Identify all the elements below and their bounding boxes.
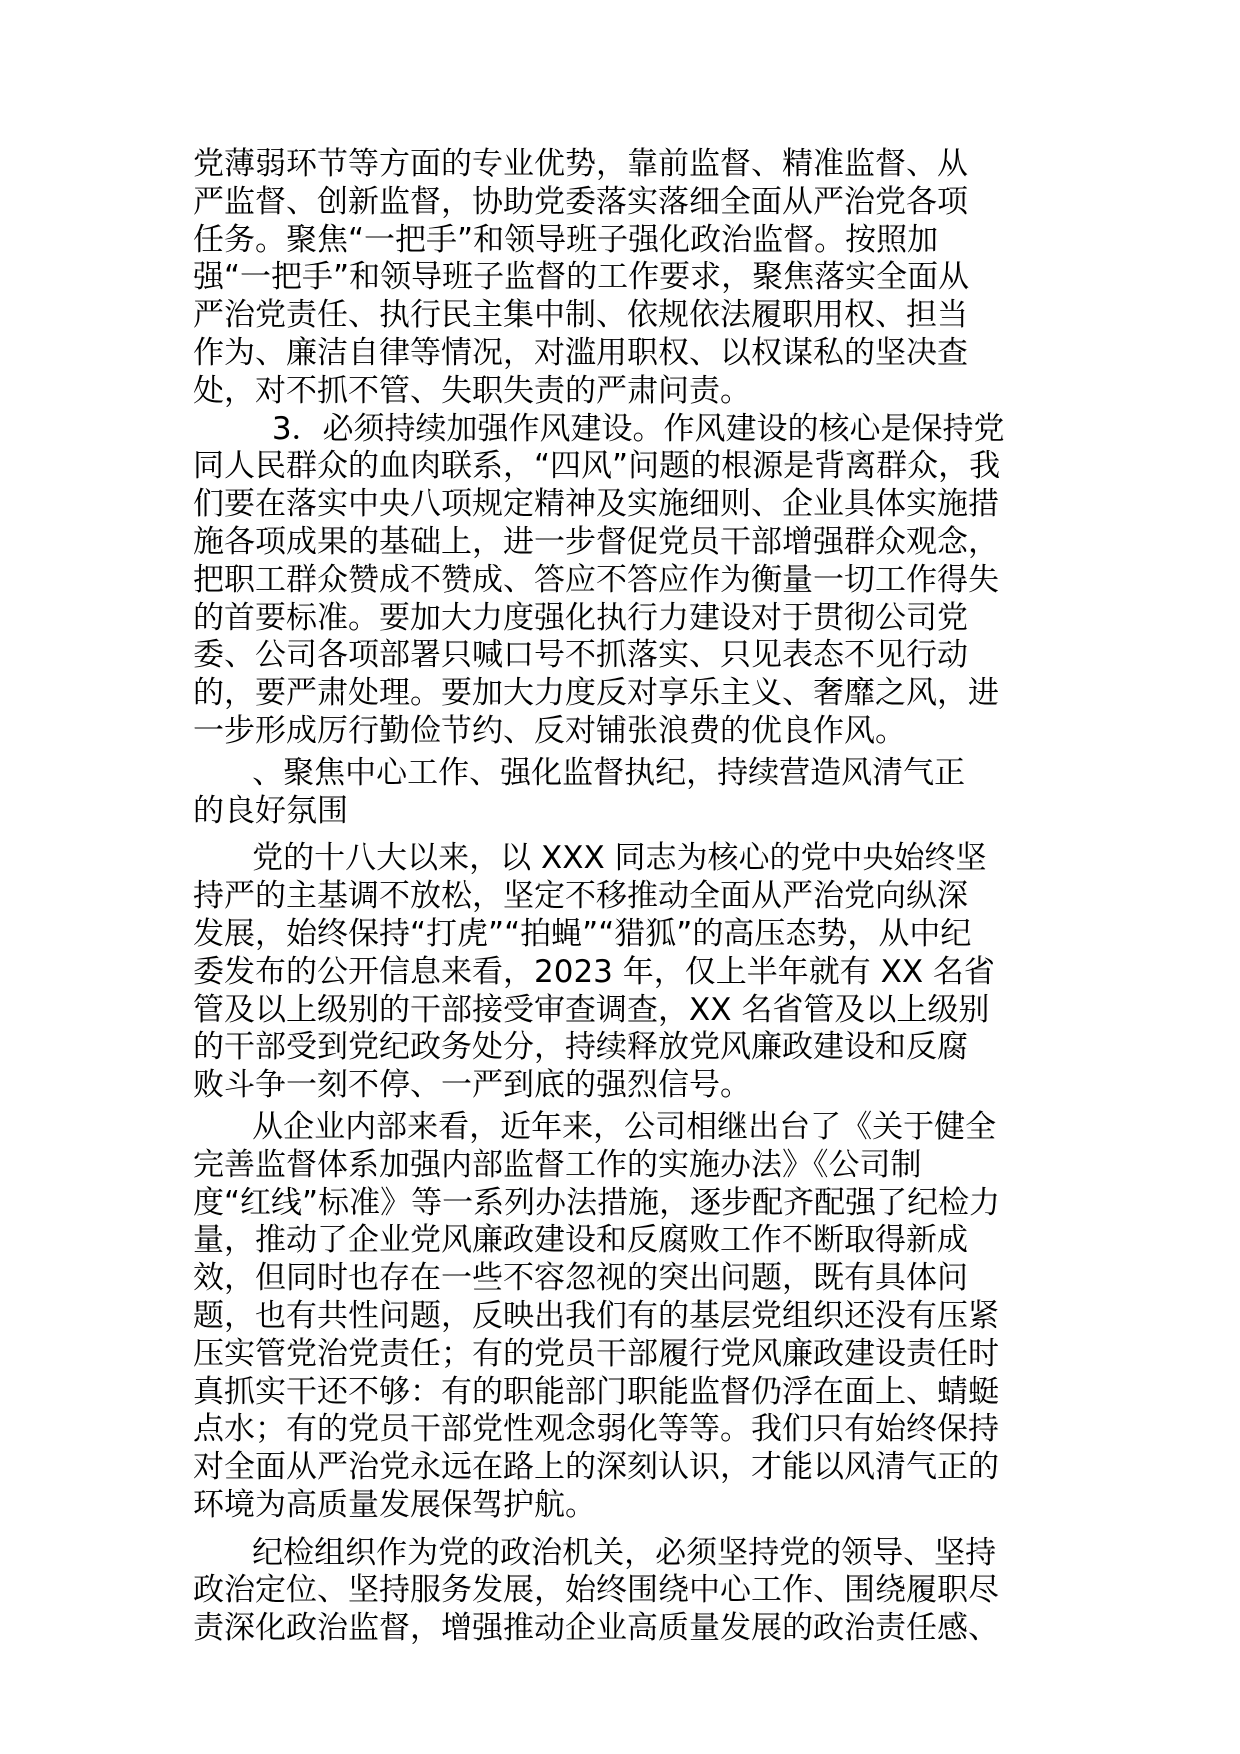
text-line: 管及以上级别的干部接受审查调查，XX 名省管及以上级别 <box>193 991 990 1028</box>
text-line: 把职工群众赞成不赞成、答应不答应作为衡量一切工作得失 <box>193 561 999 598</box>
text-line: 一步形成厉行勤俭节约、反对铺张浪费的优良作风。 <box>193 712 906 749</box>
text-line: 的首要标准。要加大力度强化执行力建设对于贯彻公司党 <box>193 599 968 636</box>
text-line: 的，要严肃处理。要加大力度反对享乐主义、奢靡之风，进 <box>193 675 999 712</box>
text-line: 强“一把手”和领导班子监督的工作要求，聚焦落实全面从 <box>193 259 970 296</box>
text-line: 纪检组织作为党的政治机关，必须坚持党的领导、坚持 <box>193 1534 997 1571</box>
text-line: 发展，始终保持“打虎”“拍蝇”“猎狐”的高压态势，从中纪 <box>193 915 972 952</box>
section-heading-line: 的良好氛围 <box>193 792 348 829</box>
text-line: 的干部受到党纪政务处分，持续释放党风廉政建设和反腐 <box>193 1029 968 1066</box>
text-line: 们要在落实中央八项规定精神及实施细则、企业具体实施措 <box>193 486 999 523</box>
text-line: 对全面从严治党永远在路上的深刻认识，才能以风清气正的 <box>193 1449 999 1486</box>
text-line: 党的十八大以来，以 XXX 同志为核心的党中央始终坚 <box>193 840 987 877</box>
text-line: 施各项成果的基础上，进一步督促党员干部增强群众观念， <box>193 523 999 560</box>
text-line: 政治定位、坚持服务发展，始终围绕中心工作、围绕履职尽 <box>193 1572 999 1609</box>
text-line: 处，对不抓不管、失职失责的严肃问责。 <box>193 372 751 409</box>
text-line: 真抓实干还不够：有的职能部门职能监督仍浮在面上、蜻蜓 <box>193 1373 999 1410</box>
text-line: 持严的主基调不放松，坚定不移推动全面从严治党向纵深 <box>193 878 968 915</box>
text-line: 党薄弱环节等方面的专业优势，靠前监督、精准监督、从 <box>193 146 968 182</box>
text-line: 责深化政治监督，增强推动企业高质量发展的政治责任感、 <box>193 1610 999 1647</box>
text-line: 严监督、创新监督，协助党委落实落细全面从严治党各项 <box>193 183 968 220</box>
text-line: 环境为高质量发展保驾护航。 <box>193 1486 596 1523</box>
document-body <box>193 146 1083 1648</box>
text-line: 从企业内部来看，近年来，公司相继出台了《关于健全 <box>193 1108 997 1145</box>
text-line: 完善监督体系加强内部监督工作的实施办法》《公司制 <box>193 1146 922 1183</box>
text-line: 委、公司各项部署只喊口号不抓落实、只见表态不见行动 <box>193 637 968 674</box>
text-line: 同人民群众的血肉联系，“四风”问题的根源是背离群众，我 <box>193 448 1001 485</box>
text-line: 严治党责任、执行民主集中制、依规依法履职用权、担当 <box>193 297 968 334</box>
text-line: 点水；有的党员干部党性观念弱化等等。我们只有始终保持 <box>193 1411 999 1448</box>
text-line: 任务。聚焦“一把手”和领导班子强化政治监督。按照加 <box>193 221 939 258</box>
text-line: 效，但同时也存在一些不容忽视的突出问题，既有具体问 <box>193 1260 968 1297</box>
text-line: 作为、廉洁自律等情况，对滥用职权、以权谋私的坚决查 <box>193 334 968 371</box>
text-line: 败斗争一刻不停、一严到底的强烈信号。 <box>193 1067 751 1104</box>
text-line: 3．必须持续加强作风建设。作风建设的核心是保持党 <box>193 410 1005 447</box>
text-line: 压实管党治党责任；有的党员干部履行党风廉政建设责任时 <box>193 1335 999 1372</box>
text-line: 度“红线”标准》等一系列办法措施，逐步配齐配强了纪检力 <box>193 1184 1001 1221</box>
section-heading-line: 、聚焦中心工作、强化监督执纪，持续营造风清气正 <box>193 754 966 791</box>
text-line: 量，推动了企业党风廉政建设和反腐败工作不断取得新成 <box>193 1222 968 1259</box>
text-line: 题，也有共性问题，反映出我们有的基层党组织还没有压紧 <box>193 1297 999 1334</box>
text-line: 委发布的公开信息来看，2023 年，仅上半年就有 XX 名省 <box>193 953 995 990</box>
